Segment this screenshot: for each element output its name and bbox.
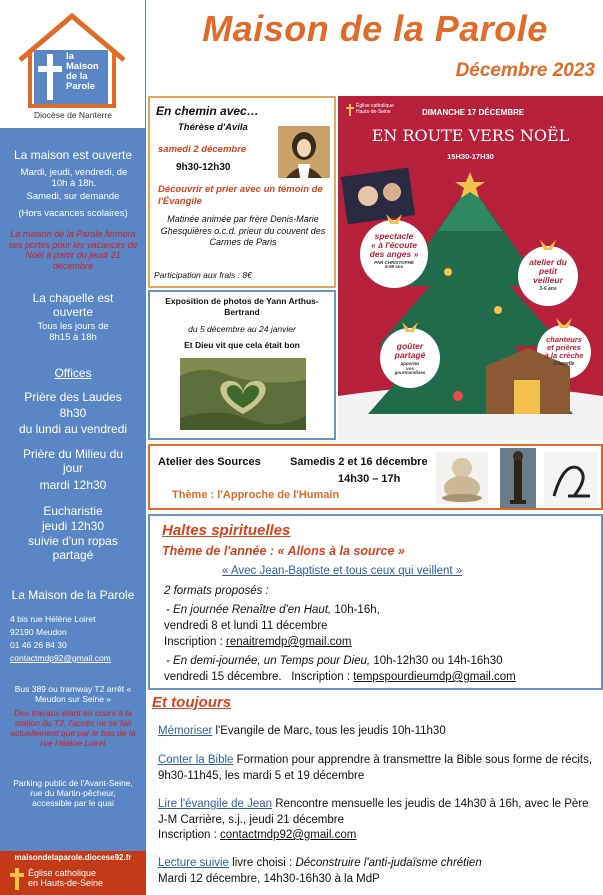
heart-landscape-photo-icon [180, 358, 306, 430]
poster-time: 15H30-17H30 [447, 152, 494, 161]
bauble-line: petit [539, 265, 557, 276]
bauble-line: spectacle [374, 231, 414, 241]
logo-caption: Diocèse de Nanterre [34, 110, 112, 120]
toujours-item-lire [158, 797, 598, 828]
bauble-note: 6-99 ans [384, 264, 403, 270]
atelier-time: 14h30 – 17h [338, 473, 401, 485]
logo-text-line: de la [66, 70, 88, 82]
poster-org-line: Église catholique [356, 103, 394, 109]
address-street: 4 bis rue Hélène Loiret [10, 614, 96, 624]
event-therese-box [148, 96, 336, 288]
toujours-item-memoriser [158, 724, 598, 740]
toujours-item-lecture [158, 857, 598, 869]
bauble-note: gourmandises [394, 370, 426, 376]
expo-dates: du 5 décembre au 24 janvier [188, 324, 296, 334]
event-tagline: Découvrir et prier avec un témoin de l'Évangile [158, 184, 323, 207]
bauble-line: partagé [394, 349, 426, 360]
haltes-heading: Haltes spirituelles [162, 522, 291, 539]
address-city: 92190 Meudon [10, 627, 67, 637]
bauble-chanteurs [538, 336, 590, 367]
bauble-line: des anges » [369, 248, 419, 259]
sculpture-figure-icon [436, 452, 488, 504]
laudes-title: Prière des Laudes [24, 390, 122, 404]
bauble-line: atelier du [529, 257, 567, 267]
bauble-atelier [520, 258, 576, 292]
inscription-label: Inscription : [281, 671, 354, 683]
works-notice: Des travaux étant en cours à la station du T2, l'accès ne se fait actuellement que par le bas de la rue Hélène Loiret [10, 708, 136, 749]
format-demi-title: - En demi-journée, un Temps pour Dieu, [166, 655, 371, 667]
conter-text: Formation pour apprendre à transmettre la Bible sous forme de récits, 9h30-11h45, les mardi 5 et 19 décembre [158, 754, 593, 782]
lire-title: Lire l'évangile de Jean [158, 798, 273, 810]
offices-heading: Offices [54, 366, 92, 380]
contact-email-link[interactable]: contactmdp92@gmail.com [220, 829, 357, 841]
expo-box [148, 290, 336, 440]
lire-inscription [158, 829, 356, 841]
expo-heading: Exposition de photos de Yann Arthus-Bertrand [165, 296, 319, 318]
address-email-link[interactable]: contactmdp92@gmail.com [10, 653, 111, 663]
expo-title: Et Dieu vit que cela était bon [184, 340, 300, 350]
bauble-gouter [382, 342, 438, 376]
closure-notice: La maison de la Parole fermera ses portes pour les vacances de Noël à partir du jeudi 21 décembre [8, 229, 138, 271]
format-demi-time: 10h-12h30 ou 14h-16h30 [370, 655, 503, 667]
page-title: Maison de la Parole [202, 8, 548, 49]
bauble-note: vos [406, 365, 414, 371]
format-journee-title: - En journée Renaître d'en Haut, [166, 604, 332, 616]
renaitre-email-link[interactable]: renaitremdp@gmail.com [226, 636, 352, 648]
bauble-line: « à l'écoute [371, 239, 417, 250]
toujours-heading: Et toujours [152, 694, 232, 711]
event-heading: En chemin avec… [156, 104, 259, 118]
cross-icon [10, 868, 24, 890]
atelier-theme: Thème : l'Approche de l'Humain [172, 489, 340, 501]
inscription-label: Inscription : [158, 829, 220, 841]
eucharistie-title: Eucharistie [43, 504, 103, 518]
format-journee-inscription [164, 636, 351, 648]
format-journee-dates: vendredi 8 et lundi 11 décembre [164, 620, 328, 632]
lecture-title: Lecture suivie [158, 857, 229, 869]
format-journee-time: 10h-16h, [331, 604, 380, 616]
noel-poster [338, 96, 603, 440]
event-time: 9h30-12h30 [176, 162, 231, 173]
haltes-subtheme: « Avec Jean-Baptiste et tous ceux qui veillent » [222, 565, 463, 577]
format-demi-dates: vendredi 15 décembre. [164, 671, 282, 683]
milieu-title: Prière du Milieu du jour [22, 447, 124, 476]
open-heading: La maison est ouverte [13, 148, 133, 162]
page-subtitle: Décembre 2023 [455, 60, 595, 81]
logo-area [0, 0, 146, 128]
format-journee [166, 604, 380, 616]
sculpture-abstract-icon [544, 452, 598, 506]
bauble-line: à la crèche [544, 350, 584, 360]
chapel-hours: Tous les jours de 8h15 à 18h [37, 321, 109, 344]
bauble-line: et prières [547, 342, 581, 352]
format-demi [166, 655, 503, 667]
laudes-time: 8h30 [59, 406, 87, 420]
laudes-days: du lundi au vendredi [18, 422, 128, 436]
logo-text-line: Maison [66, 60, 99, 72]
haltes-formats: 2 formats proposés : [164, 585, 269, 597]
memoriser-text: l'Evangile de Marc, tous les jeudis 10h-11h30 [212, 725, 446, 737]
parking-info: Parking public de l'Avant-Seine, rue du Martin-pêcheur, accessible par le quai [13, 778, 133, 809]
inscription-label: Inscription : [164, 636, 226, 648]
bauble-line: veilleur [533, 274, 563, 285]
bauble-spectacle [362, 232, 426, 270]
format-demi-dates-line [164, 671, 516, 683]
therese-portrait-icon [278, 126, 330, 178]
bauble-line: goûter [396, 341, 424, 351]
memoriser-title: Mémoriser [158, 725, 213, 737]
footer-logo-line: en Hauts-de-Seine [28, 878, 104, 889]
logo-text-line: Parole [66, 80, 96, 92]
open-days: Mardi, jeudi, vendredi, de 10h à 18h. [20, 167, 128, 190]
footer-logo-line: Église catholique [28, 868, 97, 878]
poster-title: EN ROUTE VERS NOËL [371, 126, 570, 145]
atelier-box [148, 444, 603, 510]
address-heading: La Maison de la Parole [11, 588, 135, 602]
lire-text: Rencontre mensuelle les jeudis de 14h30 à 16h, avec le Père J-M Carrière, s.j., jeudi 21 décembre [158, 798, 589, 826]
website-link[interactable]: maisondelaparole.diocese92.fr [14, 853, 132, 862]
sidebar-footer [0, 851, 146, 895]
haltes-theme: Thème de l'année : « Allons à la source » [162, 544, 405, 558]
open-saturday: Samedi, sur demande [26, 191, 120, 202]
sidebar [0, 0, 146, 895]
bauble-line: chanteurs [546, 335, 582, 344]
lecture-date: Mardi 12 décembre, 14h30-16h30 à la MdP [158, 873, 380, 885]
bauble-note: Chapelle [553, 360, 575, 367]
milieu-time: mardi 12h30 [39, 478, 107, 492]
haltes-box [148, 514, 603, 690]
poster-org-line: Hauts-de-Seine [356, 109, 391, 115]
tempspourdieu-email-link[interactable]: tempspourdieumdp@gmail.com [353, 671, 516, 683]
poster-date: DIMANCHE 17 DÉCEMBRE [422, 108, 525, 117]
transport-info: Bus 389 ou tramway T2 arrêt « Meudon sur Seine » [14, 684, 132, 705]
poster-org [356, 103, 394, 115]
bauble-note: 3-6 ans [539, 285, 557, 292]
lecture-book: Déconstruire l'anti-judaïsme chrétien [295, 857, 482, 869]
open-holidays: (Hors vacances scolaires) [18, 208, 128, 219]
sculpture-standing-icon [500, 448, 536, 508]
logo-text-line: la [66, 51, 74, 62]
event-fee: Participation aux frais : 8€ [154, 270, 252, 280]
address-phone: 01 46 26 84 30 [10, 640, 67, 650]
footer-logo-text [28, 868, 103, 889]
church-cross-icon [346, 104, 354, 116]
atelier-dates: Samedis 2 et 16 décembre [290, 456, 428, 468]
toujours-item-conter [158, 753, 598, 784]
bauble-note: apportez [400, 360, 420, 366]
eucharistie-time: jeudi 12h30 [41, 519, 105, 533]
event-date: samedi 2 décembre [158, 144, 247, 155]
eucharistie-note: suivie d'un ropas partagé [28, 534, 118, 563]
atelier-name: Atelier des Sources [158, 456, 261, 468]
chapel-heading: La chapelle est ouverte [32, 291, 114, 320]
event-description: Matinée animée par frère Denis-Marie Ghesquières o.c.d. prieur du couvent des Carmes de Paris [160, 214, 326, 248]
conter-title: Conter la Bible [158, 754, 234, 766]
logo-text [66, 52, 110, 92]
lecture-text: livre choisi : [228, 857, 296, 869]
bauble-note: PAR CHRISTOPHE [374, 259, 414, 265]
event-person: Thérèse d'Avila [178, 122, 248, 133]
